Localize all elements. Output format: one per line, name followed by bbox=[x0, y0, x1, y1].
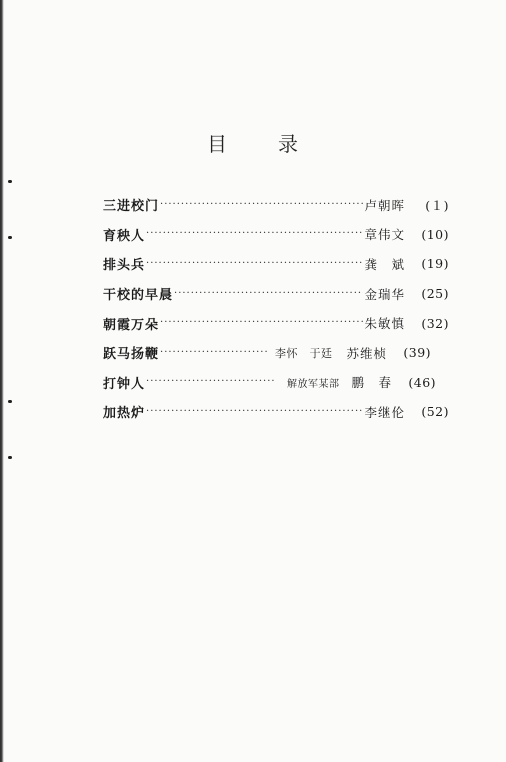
entry-title: 跃马扬鞭 bbox=[103, 347, 160, 363]
page-binding-edge bbox=[0, 0, 4, 762]
entry-author: 朱敏慎 bbox=[364, 316, 405, 332]
dot-leader bbox=[174, 287, 363, 301]
toc-heading bbox=[0, 128, 506, 157]
dot-leader bbox=[146, 257, 363, 271]
entry-page-number: (25) bbox=[421, 286, 449, 302]
entry-title: 排头兵 bbox=[103, 258, 146, 274]
dot-leader bbox=[146, 227, 363, 241]
entry-title: 朝霞万朵 bbox=[103, 317, 160, 333]
entry-unit: 解放军某部 bbox=[287, 378, 340, 390]
entry-author: 金瑞华 bbox=[364, 286, 405, 302]
dot-leader bbox=[160, 346, 268, 360]
toc-entry[interactable] bbox=[103, 220, 449, 250]
toc-entry[interactable] bbox=[103, 338, 449, 368]
toc-entry[interactable] bbox=[103, 308, 449, 338]
entry-coauthors: 李怀 于廷 bbox=[275, 346, 333, 360]
entry-title: 加热炉 bbox=[103, 406, 146, 422]
binding-hole-mark bbox=[8, 236, 12, 239]
binding-hole-mark bbox=[8, 456, 12, 459]
toc-entry[interactable] bbox=[103, 397, 449, 427]
toc-heading-char-1: 目 bbox=[207, 132, 228, 156]
toc-entry[interactable] bbox=[103, 279, 449, 309]
entry-page-number: (39) bbox=[403, 345, 432, 361]
toc-entry[interactable] bbox=[103, 368, 449, 398]
entry-page-number: (46) bbox=[408, 374, 437, 390]
toc-entry[interactable] bbox=[103, 249, 449, 279]
dot-leader bbox=[146, 375, 274, 389]
entry-page-number: (10) bbox=[421, 226, 449, 242]
dot-leader bbox=[146, 405, 363, 419]
binding-hole-mark bbox=[8, 180, 12, 183]
table-of-contents bbox=[103, 190, 449, 427]
binding-hole-mark bbox=[8, 400, 12, 403]
entry-author: 苏维桢 bbox=[346, 345, 388, 361]
entry-author: 龚 斌 bbox=[364, 256, 405, 272]
entry-author: 卢朝晖 bbox=[364, 197, 405, 213]
entry-page-number: (52) bbox=[421, 404, 449, 420]
entry-author: 章伟文 bbox=[364, 227, 405, 243]
toc-heading-char-2: 录 bbox=[278, 132, 299, 156]
entry-page-number: (19) bbox=[421, 256, 449, 272]
entry-author: 李继伦 bbox=[364, 404, 405, 420]
entry-title: 三进校门 bbox=[103, 199, 160, 215]
dot-leader bbox=[160, 316, 363, 330]
entry-title: 干校的早晨 bbox=[103, 288, 174, 304]
entry-title: 打钟人 bbox=[103, 376, 146, 392]
entry-title: 育秧人 bbox=[103, 228, 146, 244]
dot-leader bbox=[160, 198, 363, 212]
entry-author: 鹏 春 bbox=[351, 375, 393, 391]
entry-page-number: (32) bbox=[421, 315, 449, 331]
toc-entry[interactable] bbox=[103, 190, 449, 220]
entry-page-number: (１) bbox=[425, 197, 449, 213]
